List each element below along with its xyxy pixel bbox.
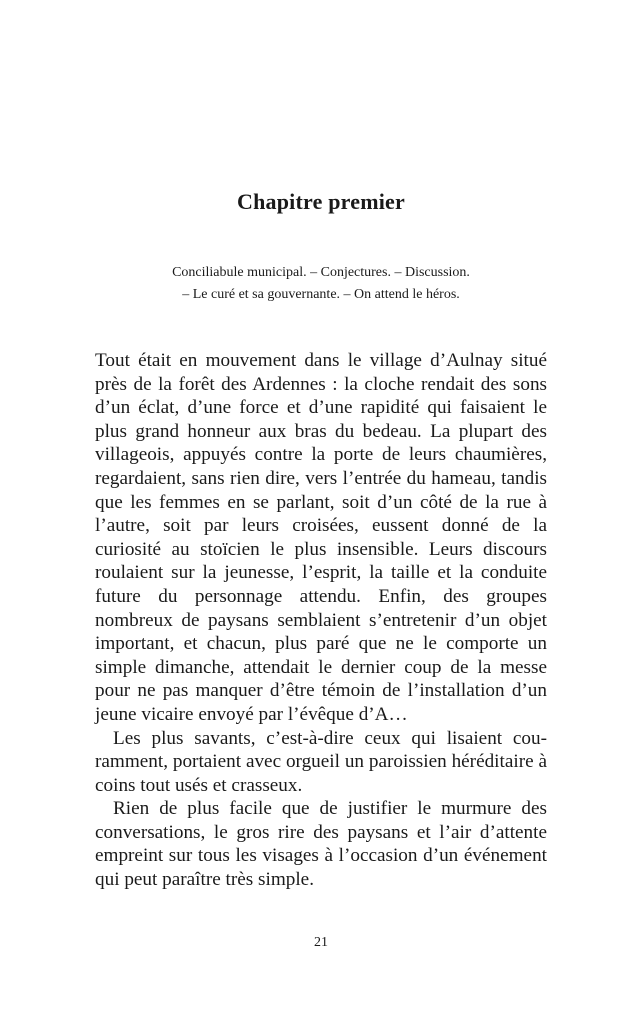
chapter-title: Chapitre premier [237,189,405,214]
paragraph: Rien de plus facile que de justifier le murmure des conversations, le gros rire des paysans et l’air d’attente empreint sur tous les visages à l’occasion d’un événement qui peut paraître très simple. [95,798,547,891]
chapter-summary [0,262,642,306]
chapter-body [95,349,547,892]
paragraph: Tout était en mouvement dans le village d’Aulnay situé près de la forêt des Ardennes : la cloche rendait des sons d’un éclat, d’une force et d’une rapidité qui faisaient le plus grand honneur aux bras du bedeau. La plupart des villageois, appuyés contre la porte de leurs chaumières, regardaient, sans rien dire, vers l’entrée du hameau, tandis que les femmes en se parlant, soit d’un côté de la rue à l’autre, soit par leurs croisées, eussent donné de la curiosité au stoïcien le plus insensible. Leurs discours roulaient sur la jeunesse, l’esprit, la taille et la conduite future du personnage attendu. Enfin, des groupes nombreux de paysans semblaient s’entretenir d’un objet important, et chacun, plus paré que ne le comporte un simple dimanche, attendait le dernier coup de la messe pour ne pas manquer d’être témoin de l’installation d’un jeune vicaire envoyé par l’évêque d’A… [95,350,547,725]
page-number: 21 [314,935,328,950]
chapter-summary-line: – Le curé et sa gouvernante. – On attend le héros. [182,287,460,302]
chapter-summary-line: Conciliabule municipal. – Conjectures. – Discussion. [172,265,470,280]
paragraph: Les plus savants, c’est-à-dire ceux qui lisaient couramment, portaient avec orgueil un paroissien héréditaire à coins tout usés et crasseux. [95,727,547,796]
